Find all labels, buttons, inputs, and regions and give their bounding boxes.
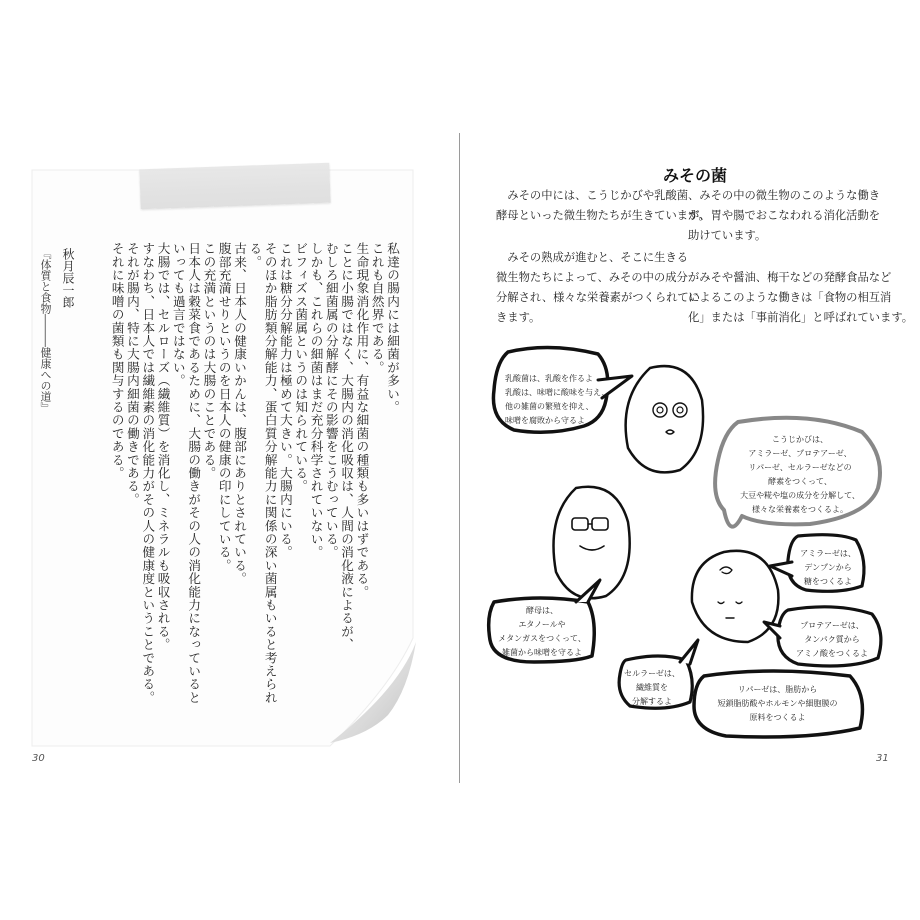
- essay-line: 大腸では、セルローズ（繊維質）を消化し、ミネラルも吸収される。: [155, 242, 171, 652]
- text-line: 分解され、様々な栄養素がつくられてい: [496, 291, 701, 304]
- essay-line: しかも、これらの細菌はまだ充分科学されていない。: [308, 242, 324, 559]
- essay-line: それに味噌の菌類も関与するのである。: [109, 242, 125, 480]
- bubble-line: リパーゼは、脂肪から: [737, 685, 818, 694]
- cellulase-bubble: [622, 667, 682, 709]
- yeast-character: [554, 487, 630, 599]
- bubble-line: アミラーゼは、: [800, 549, 856, 558]
- paragraph-microbes: [496, 186, 710, 226]
- paragraph-ripening: [496, 248, 700, 328]
- paragraph-predigestion: [688, 268, 913, 328]
- bubble-line: 乳酸は、味噌に酸味を与え、: [505, 388, 610, 397]
- bubble-line: エタノールや: [518, 620, 566, 629]
- text-line: 微生物たちによって、みその中の成分が: [496, 271, 700, 284]
- bubble-line: 酵母は、: [526, 606, 558, 615]
- page-title: みその菌: [663, 166, 728, 185]
- bubble-line: 原料をつくるよ: [749, 713, 806, 722]
- amylase-bubble: [790, 547, 866, 589]
- text-line: 助けています。: [688, 229, 767, 242]
- bubble-line: 味噌を腐敗から守るよ: [505, 416, 585, 425]
- bubble-line: リパーゼ、セルラーゼなどの: [748, 463, 852, 472]
- lipase-bubble: [700, 683, 855, 725]
- bubble-line: 大豆や糀や塩の成分を分解して、: [740, 491, 860, 500]
- bubble-line: アミラーゼ、プロテアーゼ、: [748, 449, 852, 458]
- essay-line: むしろ細菌属の分解酵にその影響をこうむっている。: [323, 242, 339, 559]
- koji-bubble: [730, 433, 870, 517]
- essay-line: これも自然界である。: [369, 242, 385, 374]
- text-line: みその熟成が進むと、そこに生きる: [507, 251, 689, 264]
- author-name: 秋月辰一郎: [61, 248, 75, 308]
- text-line: 化」または「事前消化」と呼ばれています。: [688, 311, 914, 324]
- essay-body: [109, 242, 400, 712]
- text-line: みその中には、こうじかびや乳酸菌、: [507, 189, 700, 202]
- enzyme-character: [692, 551, 779, 642]
- lactic-character: [626, 366, 703, 472]
- text-line: によるこのような働きは「食物の相互消: [688, 291, 892, 304]
- text-line: が、胃や腸でおこなわれる消化活動を: [688, 209, 881, 222]
- bubble-line: デンプンから: [804, 563, 852, 572]
- bubble-line: 糖をつくるよ: [804, 577, 852, 586]
- text-line: きます。: [496, 311, 541, 324]
- essay-line: そのほか脂肪類分解能力、蛋白質分解能力に関係の深い菌属もいると考えられる。: [247, 242, 278, 704]
- bubble-line: 分解するよ: [632, 697, 672, 706]
- essay-line: 日本人は穀菜食であるために、大腸の働きがその人の消化能力になっているといっても過言ではない。: [170, 242, 202, 704]
- essay-line: この充満というのは大腸のことである。: [201, 242, 217, 480]
- essay-line: 古来、日本人の健康いかんは、腹部にありとされている。: [232, 242, 248, 586]
- essay-line: ことに小腸ではなく、大腸内の消化吸収は、人間の消化液によるが、: [339, 242, 355, 652]
- bubble-line: 酵素をつくって、: [768, 477, 832, 486]
- text-line: みその中の微生物のこのような働き: [699, 189, 881, 202]
- masking-tape: [139, 163, 330, 210]
- bubble-line: 繊維質を: [636, 683, 668, 692]
- essay-line: 腹部充満せりというのを日本人の健康の印にしている。: [216, 242, 232, 572]
- essay-line: それが腸内、特に大腸内細菌の働きである。: [124, 242, 140, 506]
- bubble-line: 雑菌から味噌を守るよ: [502, 648, 582, 657]
- page-number-right: 31: [876, 753, 889, 764]
- bubble-line: タンパク質から: [804, 635, 860, 644]
- lactic-bubble: [505, 372, 615, 428]
- bubble-line: アミノ酸をつくるよ: [796, 649, 868, 658]
- bubble-line: 乳酸菌は、乳酸を作るよ: [505, 374, 593, 383]
- bubble-line: 他の雑菌の繁殖を抑え、: [505, 402, 594, 411]
- bubble-line: こうじかびは、: [772, 435, 828, 444]
- bubble-line: セルラーゼは、: [624, 669, 680, 678]
- page-gutter: [459, 133, 460, 783]
- essay-line: 私達の腸内には細菌が多い。: [385, 242, 400, 414]
- bubble-line: プロテアーゼは、: [800, 621, 864, 630]
- bubble-line: 短鎖脂肪酸やホルモンや細胞膜の: [717, 699, 838, 708]
- paragraph-digestion: [688, 186, 880, 246]
- protease-bubble: [782, 619, 882, 661]
- yeast-bubble: [494, 604, 590, 660]
- page-number-left: 30: [32, 753, 45, 764]
- text-line: 酵母といった微生物たちが生きています。: [496, 209, 710, 222]
- essay-line: これは糖分分解能力は極めて大きい。大腸内にいる。: [277, 242, 293, 559]
- source-citation: 『体質と食物―――健康への道』: [39, 248, 52, 413]
- essay-line: すなわち、日本人では繊維素の消化能力がその人の健康度ということである。: [140, 242, 156, 704]
- essay-line: ビフィズス菌属というのは知られている。: [293, 242, 309, 493]
- bubble-line: メタンガスをつくって、: [498, 634, 586, 643]
- bubble-line: 様々な栄養素をつくるよ。: [752, 505, 848, 514]
- essay-line: 生命現象消化作用に、有益な細菌の種類も多いはずである。: [354, 242, 370, 599]
- text-line: みそや醤油、梅干などの発酵食品など: [699, 271, 892, 284]
